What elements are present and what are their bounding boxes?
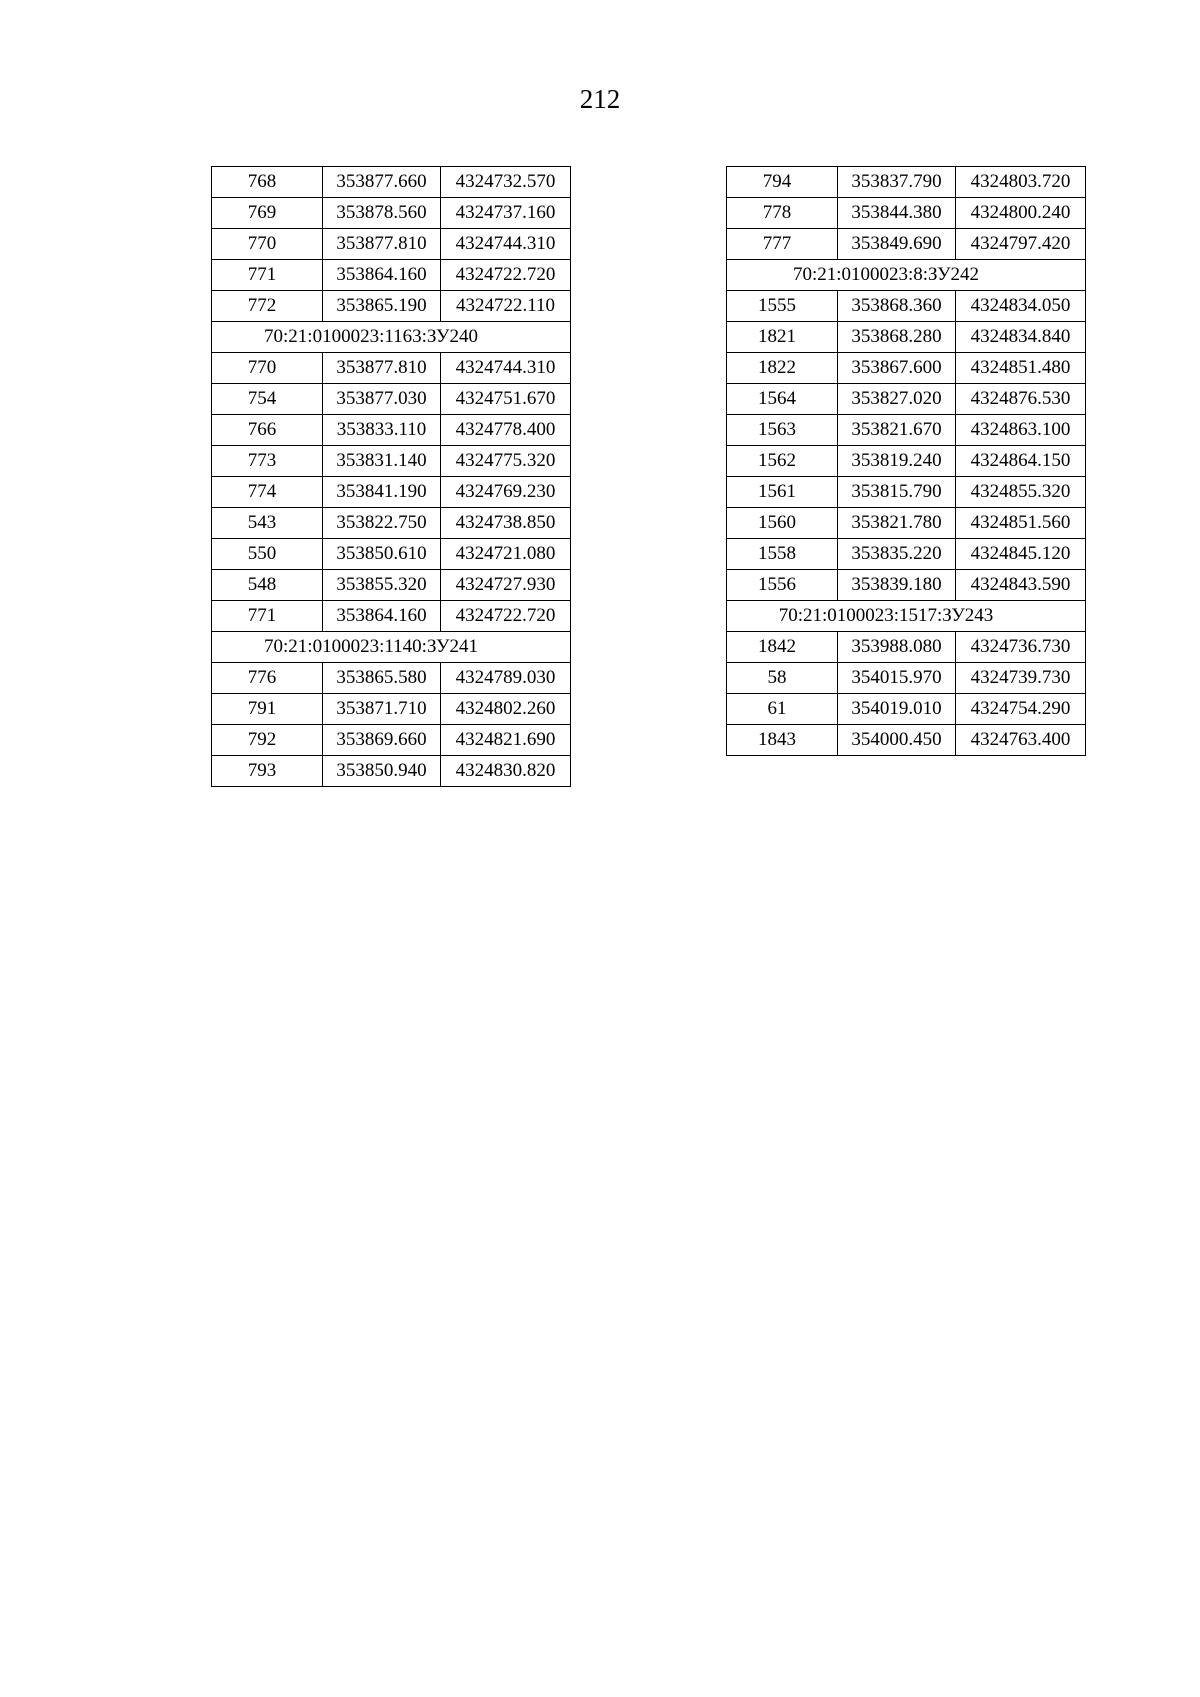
point-number-cell: 58	[727, 663, 838, 694]
x-coordinate-cell: 353867.600	[838, 353, 956, 384]
point-number-cell: 771	[212, 260, 323, 291]
y-coordinate-cell: 4324797.420	[956, 229, 1086, 260]
y-coordinate-cell: 4324738.850	[441, 508, 571, 539]
table-row	[212, 198, 571, 229]
table-row	[212, 446, 571, 477]
x-coordinate-cell: 353849.690	[838, 229, 956, 260]
table-row	[212, 539, 571, 570]
point-number-cell: 793	[212, 756, 323, 787]
table-row	[212, 167, 571, 198]
point-number-cell: 774	[212, 477, 323, 508]
y-coordinate-cell: 4324821.690	[441, 725, 571, 756]
table-row	[727, 539, 1086, 570]
y-coordinate-cell: 4324830.820	[441, 756, 571, 787]
point-number-cell: 1560	[727, 508, 838, 539]
point-number-cell: 543	[212, 508, 323, 539]
point-number-cell: 1822	[727, 353, 838, 384]
x-coordinate-cell: 353988.080	[838, 632, 956, 663]
x-coordinate-cell: 353865.190	[323, 291, 441, 322]
table-row	[727, 384, 1086, 415]
y-coordinate-cell: 4324751.670	[441, 384, 571, 415]
x-coordinate-cell: 353819.240	[838, 446, 956, 477]
y-coordinate-cell: 4324851.480	[956, 353, 1086, 384]
x-coordinate-cell: 353877.660	[323, 167, 441, 198]
point-number-cell: 769	[212, 198, 323, 229]
x-coordinate-cell: 353837.790	[838, 167, 956, 198]
table-row	[212, 384, 571, 415]
y-coordinate-cell: 4324722.720	[441, 601, 571, 632]
table-row	[212, 756, 571, 787]
point-number-cell: 772	[212, 291, 323, 322]
point-number-cell: 550	[212, 539, 323, 570]
x-coordinate-cell: 353871.710	[323, 694, 441, 725]
y-coordinate-cell: 4324732.570	[441, 167, 571, 198]
x-coordinate-cell: 353822.750	[323, 508, 441, 539]
table-row	[727, 570, 1086, 601]
table-row	[212, 260, 571, 291]
y-coordinate-cell: 4324769.230	[441, 477, 571, 508]
table-row	[727, 322, 1086, 353]
point-number-cell: 777	[727, 229, 838, 260]
x-coordinate-cell: 353877.810	[323, 353, 441, 384]
point-number-cell: 1843	[727, 725, 838, 756]
y-coordinate-cell: 4324834.840	[956, 322, 1086, 353]
point-number-cell: 770	[212, 353, 323, 384]
y-coordinate-cell: 4324843.590	[956, 570, 1086, 601]
x-coordinate-cell: 353815.790	[838, 477, 956, 508]
table-row	[727, 198, 1086, 229]
point-number-cell: 770	[212, 229, 323, 260]
point-number-cell: 1558	[727, 539, 838, 570]
y-coordinate-cell: 4324722.720	[441, 260, 571, 291]
coordinates-table-right	[726, 166, 1086, 756]
point-number-cell: 773	[212, 446, 323, 477]
table-row	[212, 663, 571, 694]
table-row	[727, 508, 1086, 539]
point-number-cell: 778	[727, 198, 838, 229]
x-coordinate-cell: 353877.030	[323, 384, 441, 415]
table-row	[727, 415, 1086, 446]
table-row	[212, 477, 571, 508]
y-coordinate-cell: 4324851.560	[956, 508, 1086, 539]
point-number-cell: 548	[212, 570, 323, 601]
point-number-cell: 794	[727, 167, 838, 198]
x-coordinate-cell: 353864.160	[323, 260, 441, 291]
point-number-cell: 791	[212, 694, 323, 725]
point-number-cell: 1555	[727, 291, 838, 322]
y-coordinate-cell: 4324876.530	[956, 384, 1086, 415]
y-coordinate-cell: 4324778.400	[441, 415, 571, 446]
table-row	[212, 508, 571, 539]
x-coordinate-cell: 353844.380	[838, 198, 956, 229]
table-row	[727, 632, 1086, 663]
y-coordinate-cell: 4324775.320	[441, 446, 571, 477]
y-coordinate-cell: 4324727.930	[441, 570, 571, 601]
point-number-cell: 1564	[727, 384, 838, 415]
x-coordinate-cell: 353827.020	[838, 384, 956, 415]
y-coordinate-cell: 4324834.050	[956, 291, 1086, 322]
parcel-header-row	[727, 601, 1086, 632]
table-row	[727, 663, 1086, 694]
x-coordinate-cell: 353839.180	[838, 570, 956, 601]
x-coordinate-cell: 353850.610	[323, 539, 441, 570]
parcel-header-row	[212, 322, 571, 353]
page-number: 212	[579, 84, 621, 114]
x-coordinate-cell: 353855.320	[323, 570, 441, 601]
point-number-cell: 766	[212, 415, 323, 446]
x-coordinate-cell: 353878.560	[323, 198, 441, 229]
point-number-cell: 1563	[727, 415, 838, 446]
x-coordinate-cell: 353869.660	[323, 725, 441, 756]
y-coordinate-cell: 4324744.310	[441, 229, 571, 260]
x-coordinate-cell: 354015.970	[838, 663, 956, 694]
table-row	[727, 446, 1086, 477]
point-number-cell: 1562	[727, 446, 838, 477]
y-coordinate-cell: 4324845.120	[956, 539, 1086, 570]
x-coordinate-cell: 353877.810	[323, 229, 441, 260]
y-coordinate-cell: 4324754.290	[956, 694, 1086, 725]
parcel-cadastral-number: 70:21:0100023:1140:ЗУ241	[212, 632, 571, 663]
table-row	[212, 570, 571, 601]
parcel-cadastral-number: 70:21:0100023:1163:ЗУ240	[212, 322, 571, 353]
point-number-cell: 754	[212, 384, 323, 415]
x-coordinate-cell: 353868.360	[838, 291, 956, 322]
y-coordinate-cell: 4324722.110	[441, 291, 571, 322]
point-number-cell: 61	[727, 694, 838, 725]
y-coordinate-cell: 4324744.310	[441, 353, 571, 384]
coordinates-table-left	[211, 166, 571, 787]
table-row	[727, 477, 1086, 508]
x-coordinate-cell: 353835.220	[838, 539, 956, 570]
y-coordinate-cell: 4324864.150	[956, 446, 1086, 477]
parcel-header-row	[212, 632, 571, 663]
table-row	[212, 415, 571, 446]
x-coordinate-cell: 353831.140	[323, 446, 441, 477]
y-coordinate-cell: 4324736.730	[956, 632, 1086, 663]
table-row	[727, 229, 1086, 260]
table-row	[727, 725, 1086, 756]
y-coordinate-cell: 4324855.320	[956, 477, 1086, 508]
x-coordinate-cell: 353833.110	[323, 415, 441, 446]
y-coordinate-cell: 4324800.240	[956, 198, 1086, 229]
point-number-cell: 1821	[727, 322, 838, 353]
y-coordinate-cell: 4324863.100	[956, 415, 1086, 446]
table-row	[212, 229, 571, 260]
x-coordinate-cell: 353864.160	[323, 601, 441, 632]
x-coordinate-cell: 353821.670	[838, 415, 956, 446]
x-coordinate-cell: 353841.190	[323, 477, 441, 508]
point-number-cell: 768	[212, 167, 323, 198]
y-coordinate-cell: 4324803.720	[956, 167, 1086, 198]
x-coordinate-cell: 353821.780	[838, 508, 956, 539]
y-coordinate-cell: 4324737.160	[441, 198, 571, 229]
table-row	[212, 725, 571, 756]
x-coordinate-cell: 353850.940	[323, 756, 441, 787]
y-coordinate-cell: 4324739.730	[956, 663, 1086, 694]
parcel-cadastral-number: 70:21:0100023:8:ЗУ242	[727, 260, 1086, 291]
x-coordinate-cell: 354019.010	[838, 694, 956, 725]
table-row	[212, 694, 571, 725]
y-coordinate-cell: 4324763.400	[956, 725, 1086, 756]
point-number-cell: 776	[212, 663, 323, 694]
point-number-cell: 1561	[727, 477, 838, 508]
table-row	[212, 291, 571, 322]
parcel-header-row	[727, 260, 1086, 291]
y-coordinate-cell: 4324721.080	[441, 539, 571, 570]
table-row	[727, 694, 1086, 725]
y-coordinate-cell: 4324789.030	[441, 663, 571, 694]
point-number-cell: 792	[212, 725, 323, 756]
y-coordinate-cell: 4324802.260	[441, 694, 571, 725]
table-row	[727, 167, 1086, 198]
point-number-cell: 1842	[727, 632, 838, 663]
table-row	[727, 291, 1086, 322]
point-number-cell: 1556	[727, 570, 838, 601]
x-coordinate-cell: 354000.450	[838, 725, 956, 756]
table-row	[212, 353, 571, 384]
parcel-cadastral-number: 70:21:0100023:1517:ЗУ243	[727, 601, 1086, 632]
point-number-cell: 771	[212, 601, 323, 632]
table-row	[727, 353, 1086, 384]
x-coordinate-cell: 353865.580	[323, 663, 441, 694]
x-coordinate-cell: 353868.280	[838, 322, 956, 353]
table-row	[212, 601, 571, 632]
